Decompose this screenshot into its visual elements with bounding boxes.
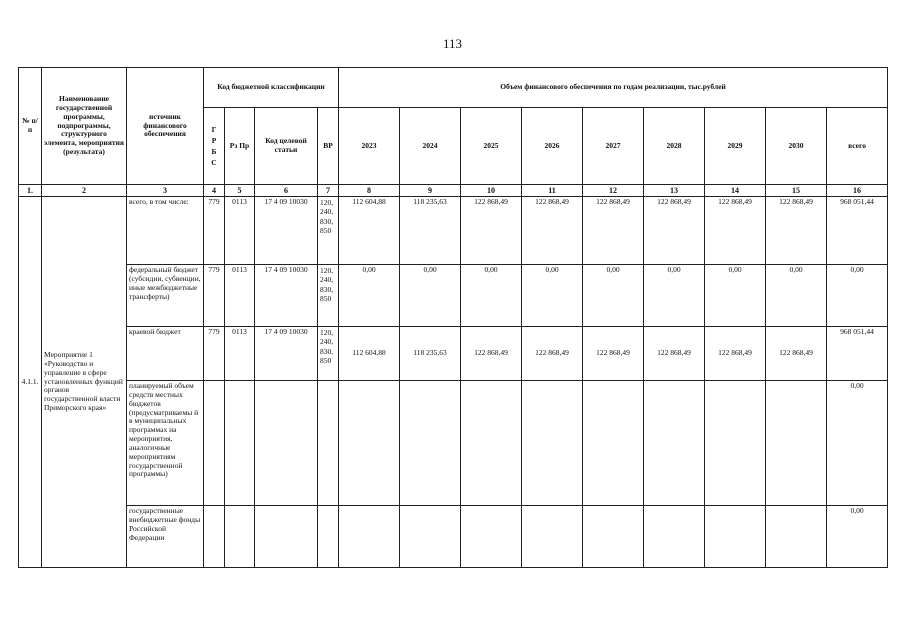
column-number: 2 xyxy=(42,185,127,197)
vr-code: 120, xyxy=(320,328,334,337)
column-number: 13 xyxy=(644,185,705,197)
header-target: Код целевой статьи xyxy=(255,108,318,185)
empty-cell xyxy=(522,381,583,506)
value-cell: 0,00 xyxy=(644,265,705,327)
rzpr-cell: 0113 xyxy=(225,197,255,265)
header-num: № п/п xyxy=(19,68,42,185)
header-rzpr: Рз Пр xyxy=(225,108,255,185)
header-budget-code: Код бюджетной классификации xyxy=(204,68,339,108)
table-row xyxy=(19,506,888,568)
target-cell: 17 4 09 10030 xyxy=(255,197,318,265)
empty-cell xyxy=(461,506,522,568)
target-cell: 17 4 09 10030 xyxy=(255,265,318,327)
header-year: 2029 xyxy=(705,108,766,185)
header-year: 2024 xyxy=(400,108,461,185)
column-number: 6 xyxy=(255,185,318,197)
column-number: 1. xyxy=(19,185,42,197)
vr-code: 120, xyxy=(320,266,334,275)
grbs-letter: Р xyxy=(211,135,217,145)
empty-cell xyxy=(204,381,225,506)
vr-cell xyxy=(318,265,339,327)
column-number: 7 xyxy=(318,185,339,197)
grbs-cell: 779 xyxy=(204,327,225,381)
header-row-1 xyxy=(19,68,888,108)
value-cell: 112 604,88 xyxy=(339,197,400,265)
value-cell: 122 868,49 xyxy=(766,327,827,381)
empty-cell xyxy=(204,506,225,568)
header-year: 2027 xyxy=(583,108,644,185)
total-cell: 968 051,44 xyxy=(827,327,888,381)
value-cell: 0,00 xyxy=(766,265,827,327)
column-number: 9 xyxy=(400,185,461,197)
value-cell: 122 868,49 xyxy=(522,197,583,265)
vr-cell xyxy=(318,197,339,265)
value-cell: 122 868,49 xyxy=(583,197,644,265)
total-cell: 0,00 xyxy=(827,381,888,506)
value-cell: 118 235,63 xyxy=(400,197,461,265)
empty-cell xyxy=(583,506,644,568)
value-cell: 122 868,49 xyxy=(644,197,705,265)
column-number: 11 xyxy=(522,185,583,197)
empty-cell xyxy=(400,506,461,568)
value-cell: 122 868,49 xyxy=(461,197,522,265)
vr-code: 830, xyxy=(320,284,334,294)
empty-cell xyxy=(644,381,705,506)
total-cell: 0,00 xyxy=(827,265,888,327)
column-number: 14 xyxy=(705,185,766,197)
value-cell: 122 868,49 xyxy=(583,327,644,381)
empty-cell xyxy=(400,381,461,506)
target-cell: 17 4 09 10030 xyxy=(255,327,318,381)
source-cell: всего, в том числе: xyxy=(127,197,204,265)
page-number: 113 xyxy=(442,36,463,51)
table-row xyxy=(19,327,888,381)
header-year: 2026 xyxy=(522,108,583,185)
header-grbs xyxy=(204,108,225,185)
column-number: 8 xyxy=(339,185,400,197)
header-vr: ВР xyxy=(318,108,339,185)
header-year: 2023 xyxy=(339,108,400,185)
empty-cell xyxy=(318,506,339,568)
column-number: 12 xyxy=(583,185,644,197)
budget-table xyxy=(18,67,888,568)
source-cell: государственные внебюджетные фонды Российской Федерации xyxy=(127,506,204,568)
value-cell: 112 604,88 xyxy=(339,327,400,381)
value-cell: 0,00 xyxy=(705,265,766,327)
value-cell: 122 868,49 xyxy=(766,197,827,265)
column-number: 3 xyxy=(127,185,204,197)
vr-code: 830, xyxy=(320,216,334,226)
grbs-letter: С xyxy=(211,158,217,168)
empty-cell xyxy=(255,381,318,506)
column-number: 15 xyxy=(766,185,827,197)
table-row xyxy=(19,265,888,327)
empty-cell xyxy=(255,506,318,568)
vr-code: 830, xyxy=(320,346,334,356)
empty-cell xyxy=(766,506,827,568)
vr-code: 240, xyxy=(320,207,334,217)
value-cell: 0,00 xyxy=(339,265,400,327)
empty-cell xyxy=(225,506,255,568)
source-cell: краевой бюджет xyxy=(127,327,204,381)
value-cell: 0,00 xyxy=(583,265,644,327)
total-cell: 0,00 xyxy=(827,506,888,568)
grbs-letter: Г xyxy=(211,124,217,134)
empty-cell xyxy=(461,381,522,506)
rzpr-cell: 0113 xyxy=(225,265,255,327)
value-cell: 122 868,49 xyxy=(705,327,766,381)
grbs-cell: 779 xyxy=(204,265,225,327)
header-funding: Объем финансового обеспечения по годам реализации, тыс.рублей xyxy=(339,68,888,108)
vr-code: 850 xyxy=(320,226,332,236)
value-cell: 122 868,49 xyxy=(705,197,766,265)
value-cell: 122 868,49 xyxy=(644,327,705,381)
empty-cell xyxy=(522,506,583,568)
row-index: 4.1.1. xyxy=(19,197,42,568)
value-cell: 118 235,63 xyxy=(400,327,461,381)
empty-cell xyxy=(705,506,766,568)
header-year: 2025 xyxy=(461,108,522,185)
value-cell: 0,00 xyxy=(400,265,461,327)
vr-code: 850 xyxy=(320,294,332,304)
column-number: 16 xyxy=(827,185,888,197)
vr-code: 850 xyxy=(320,356,332,366)
grbs-cell: 779 xyxy=(204,197,225,265)
empty-cell xyxy=(766,381,827,506)
vr-code: 120, xyxy=(320,198,334,207)
empty-cell xyxy=(705,381,766,506)
empty-cell xyxy=(225,381,255,506)
rzpr-cell: 0113 xyxy=(225,327,255,381)
header-total: всего xyxy=(827,108,888,185)
vr-code: 240, xyxy=(320,275,334,285)
vr-cell xyxy=(318,327,339,381)
header-year: 2028 xyxy=(644,108,705,185)
total-cell: 968 051,44 xyxy=(827,197,888,265)
source-cell: планируемый объем средств местных бюджетов (предусматриваемы й в муниципальных программах на мероприятия, аналогичные мероприятиям государственной программы) xyxy=(127,381,204,506)
column-number-row xyxy=(19,185,888,197)
value-cell: 122 868,49 xyxy=(461,327,522,381)
empty-cell xyxy=(318,381,339,506)
column-number: 5 xyxy=(225,185,255,197)
grbs-letter: Б xyxy=(211,147,217,156)
source-cell: федеральный бюджет (субсидии, субвенции, иные межбюджетные трансферты) xyxy=(127,265,204,327)
event-name: Мероприятие 1 «Руководство и управление в сфере установленных функций органов государственной власти Приморского края» xyxy=(42,197,127,568)
value-cell: 122 868,49 xyxy=(522,327,583,381)
table-row xyxy=(19,381,888,506)
column-number: 10 xyxy=(461,185,522,197)
column-number: 4 xyxy=(204,185,225,197)
empty-cell xyxy=(644,506,705,568)
vr-code: 240, xyxy=(320,337,334,347)
header-source: источник финансового обеспечения xyxy=(127,68,204,185)
value-cell: 0,00 xyxy=(461,265,522,327)
header-year: 2030 xyxy=(766,108,827,185)
empty-cell xyxy=(583,381,644,506)
header-name: Наименование государственной программы, подпрограммы, структурного элемента, мероприятия (результата) xyxy=(42,68,127,185)
table-row xyxy=(19,197,888,265)
value-cell: 0,00 xyxy=(522,265,583,327)
empty-cell xyxy=(339,506,400,568)
empty-cell xyxy=(339,381,400,506)
